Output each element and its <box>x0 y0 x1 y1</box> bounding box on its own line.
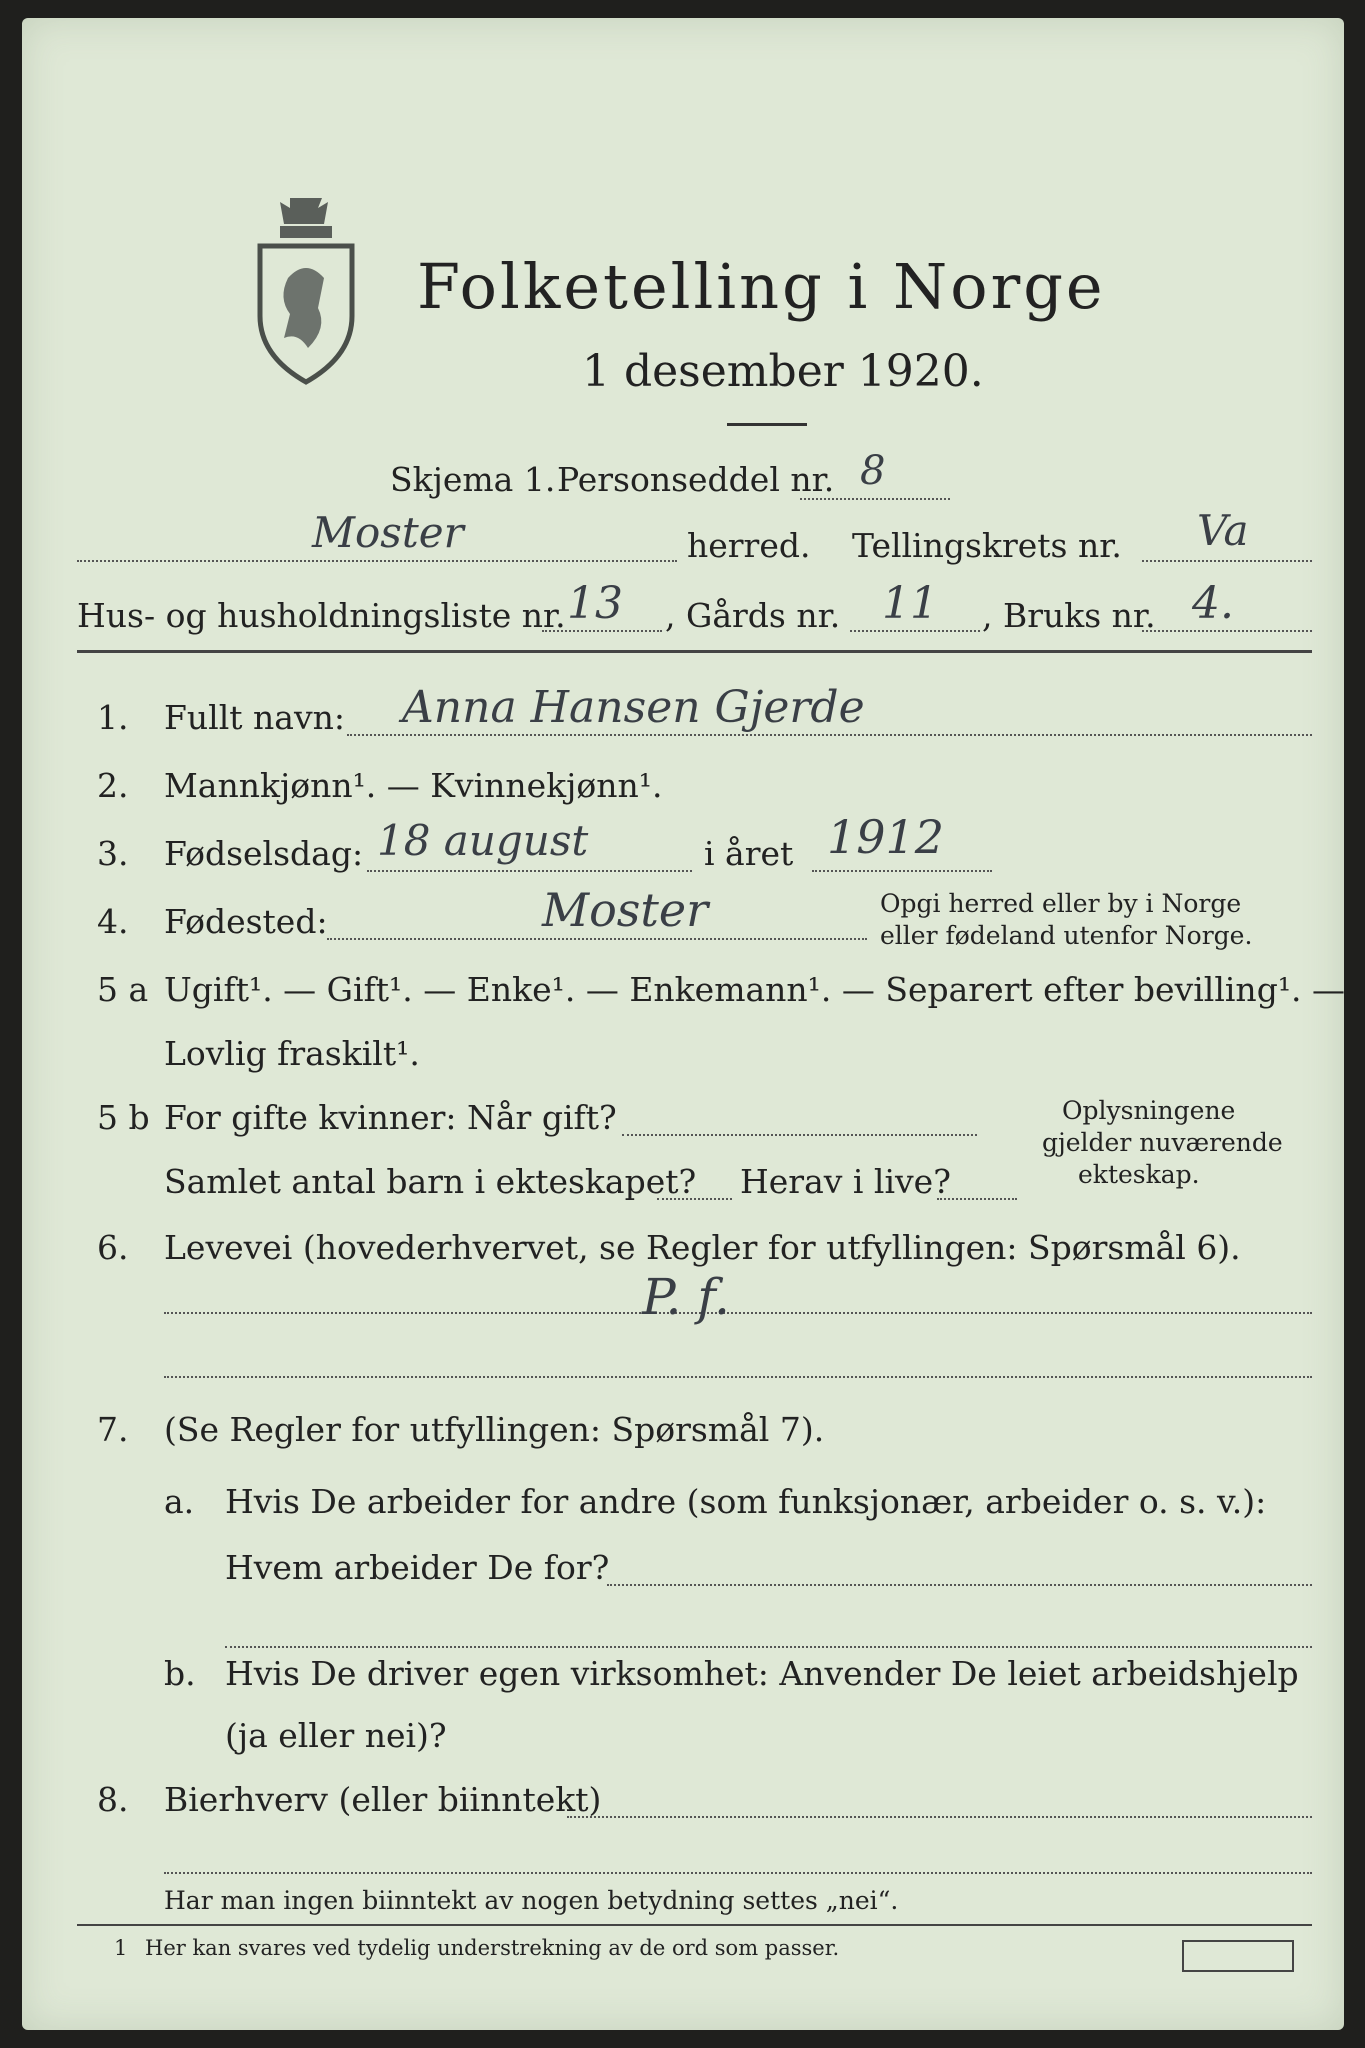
hus-value[interactable]: 13 <box>567 578 623 629</box>
bruks-line <box>1142 630 1312 632</box>
children-total-label: Samlet antal barn i ekteskapet? <box>164 1162 697 1201</box>
married-when-line <box>622 1134 977 1136</box>
year-label: i året <box>704 834 794 873</box>
herred-value[interactable]: Moster <box>312 508 464 557</box>
q5b-note-2: gjelder nuværende <box>1042 1128 1283 1157</box>
married-when-label: For gifte kvinner: Når gift? <box>164 1098 617 1137</box>
footnote-number: 1 <box>114 1936 128 1960</box>
q7-number: 7. <box>97 1410 129 1449</box>
children-total-line <box>657 1198 732 1200</box>
full-name-value[interactable]: Anna Hansen Gjerde <box>402 682 865 733</box>
q4-number: 4. <box>97 902 129 941</box>
year-line <box>812 870 992 872</box>
birthday-line <box>367 870 692 872</box>
printer-stamp <box>1182 1940 1294 1972</box>
gender-options[interactable]: Mannkjønn¹. — Kvinnekjønn¹. <box>164 766 663 805</box>
q7a-text-2: Hvem arbeider De for? <box>225 1548 610 1587</box>
q5b-note-3: ekteskap. <box>1078 1160 1200 1189</box>
skjema-label: Skjema 1. <box>390 460 556 499</box>
gards-value[interactable]: 11 <box>882 578 938 629</box>
children-alive-line <box>937 1198 1017 1200</box>
q7a-label: a. <box>164 1482 195 1521</box>
birthplace-note-2: eller fødeland utenfor Norge. <box>880 921 1253 950</box>
tellingskrets-value[interactable]: Va <box>1197 506 1249 555</box>
bruks-label: , Bruks nr. <box>982 596 1156 635</box>
personseddel-value[interactable]: 8 <box>860 448 886 494</box>
census-form <box>22 18 1344 2030</box>
personseddel-line <box>800 498 950 500</box>
birthplace-value[interactable]: Moster <box>542 883 709 937</box>
herred-label: herred. <box>687 526 811 565</box>
q7-text: (Se Regler for utfyllingen: Spørsmål 7). <box>164 1410 825 1449</box>
q5b-number: 5 b <box>97 1098 150 1137</box>
q7a-text-1: Hvis De arbeider for andre (som funksjonær, arbeider o. s. v.): <box>225 1482 1267 1521</box>
q5b-note-1: Oplysningene <box>1062 1096 1236 1125</box>
children-alive-label: Herav i live? <box>740 1162 951 1201</box>
birth-year-value[interactable]: 1912 <box>827 810 945 864</box>
tellingskrets-line <box>1142 560 1312 562</box>
q3-label: Fødselsdag: <box>164 834 364 873</box>
form-title: Folketelling i Norge <box>417 250 1106 323</box>
q1-number: 1. <box>97 698 129 737</box>
q7b-text-2: (ja eller nei)? <box>225 1716 447 1755</box>
header-separator <box>77 650 1312 653</box>
bruks-value[interactable]: 4. <box>1192 578 1234 629</box>
footnote-text: Her kan svares ved tydelig understrekning av de ord som passer. <box>145 1936 840 1960</box>
q8-text: Bierhverv (eller biinntekt) <box>164 1780 602 1819</box>
q3-number: 3. <box>97 834 129 873</box>
side-income-line-2 <box>164 1872 1312 1874</box>
form-date: 1 desember 1920. <box>582 346 984 397</box>
marital-status-options[interactable]: Ugift¹. — Gift¹. — Enke¹. — Enkemann¹. — Separert efter bevilling¹. — <box>164 970 1346 1009</box>
gards-label: , Gårds nr. <box>665 596 841 635</box>
occupation-line-2 <box>164 1376 1312 1378</box>
q1-line <box>347 734 1312 736</box>
tellingskrets-label: Tellingskrets nr. <box>852 526 1122 565</box>
birthplace-note-1: Opgi herred eller by i Norge <box>880 889 1242 918</box>
occupation-line-1 <box>164 1312 1312 1314</box>
q2-number: 2. <box>97 766 129 805</box>
q6-number: 6. <box>97 1228 129 1267</box>
personseddel-label: Personseddel nr. <box>557 460 835 499</box>
q8-number: 8. <box>97 1780 129 1819</box>
marital-status-divorced[interactable]: Lovlig fraskilt¹. <box>164 1034 420 1073</box>
footer-separator <box>77 1924 1312 1926</box>
employer-line-1 <box>607 1584 1312 1586</box>
q4-label: Fødested: <box>164 902 328 941</box>
birthplace-line <box>327 938 867 940</box>
q1-label: Fullt navn: <box>164 698 345 737</box>
q5a-number: 5 a <box>97 970 149 1009</box>
herred-line <box>77 560 677 562</box>
gards-line <box>850 630 980 632</box>
hus-label: Hus- og husholdningsliste nr. <box>77 596 566 635</box>
employer-line-2 <box>225 1646 1312 1648</box>
side-income-line-1 <box>567 1816 1312 1818</box>
hus-line <box>542 630 662 632</box>
birthday-value[interactable]: 18 august <box>377 816 589 865</box>
footer-note: Har man ingen biinntekt av nogen betydning settes „nei“. <box>164 1886 899 1915</box>
q7b-label: b. <box>164 1654 196 1693</box>
norwegian-coat-of-arms-icon <box>250 188 362 388</box>
q7b-text-1: Hvis De driver egen virksomhet: Anvender De leiet arbeidshjelp <box>225 1654 1299 1693</box>
title-divider <box>727 423 807 426</box>
q6-text: Levevei (hovederhvervet, se Regler for utfyllingen: Spørsmål 6). <box>164 1228 1241 1267</box>
occupation-value[interactable]: P. f. <box>642 1268 730 1326</box>
